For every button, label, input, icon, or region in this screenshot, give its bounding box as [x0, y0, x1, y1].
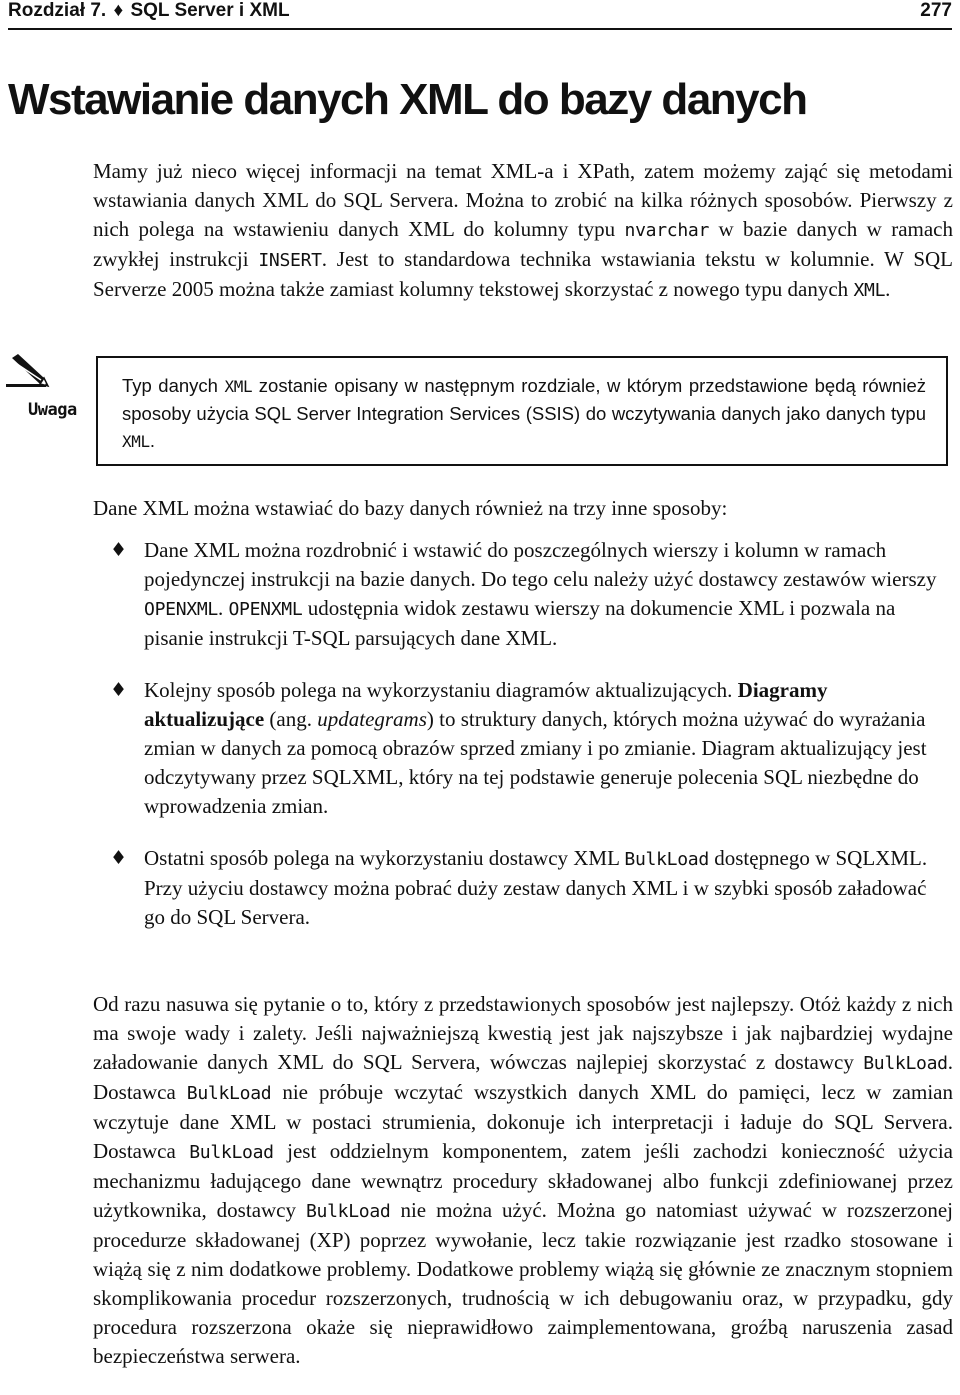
code-term: XML: [122, 432, 150, 451]
code-term: nvarchar: [624, 220, 710, 241]
diamond-separator-icon: ♦: [113, 0, 124, 21]
text-run: ) to struktury danych, których można używać do wyrażania zmian w danych za pomocą obrazów sprzed zmiany i po zmianie. Diagram aktualizujący jest odczytywany przez SQLXML, który na tej podstawie generuje polecenia SQL niezbędne do wprowadzenia zmian.: [144, 707, 927, 818]
code-term: XML: [853, 280, 886, 301]
list-item: [110, 536, 940, 653]
code-term: BulkLoad: [189, 1142, 274, 1163]
text-run: Mamy już nieco więcej informacji na temat XML-a i XPath, zatem możemy zająć się metodami wstawiania danych XML do SQL Servera. Można to zrobić na kilka różnych sposobów. Pierwszy z nich polega na wstawieniu danych XML do kolumny typu: [93, 159, 953, 241]
code-term: BulkLoad: [305, 1201, 391, 1222]
text-run: . Dostawca: [93, 1050, 953, 1104]
list-item: [110, 676, 940, 821]
italic-term: updategrams: [317, 707, 427, 731]
text-run: .: [149, 430, 155, 451]
bold-term: Diagramy aktualizujące: [144, 678, 828, 731]
text-run: nie można użyć. Można go natomiast używać w rozszerzonej procedurze składowanej (XP) poprzez wywołanie, lecz takie rozwiązanie jest rzadko stosowane i wiążą się z nim dodatkowe problemy. Dodatkowe problemy wiążą się głównie ze znacznym stopniem skomplikowania procedur rozszerzonych, trudnością w ich debugowaniu oraz, w przypadku, gdy procedura rozszerzona okaże się nieprawidłowo zaimplementowana, groźbą naruszenia zasad bezpieczeństwa serwera.: [93, 1198, 953, 1368]
page-number: 277: [920, 0, 952, 21]
code-term: INSERT: [258, 250, 322, 271]
bullet-diamond-icon: ♦: [110, 847, 128, 869]
text-run: dostępnego w SQLXML. Przy użyciu dostawcy można pobrać duży zestaw danych XML i w szybki sposób załadować go do SQL Servera.: [144, 846, 928, 929]
conclusion-paragraph: [93, 990, 953, 1371]
text-run: .: [885, 277, 891, 301]
text-run: Typ danych: [122, 375, 225, 396]
text-run: .: [217, 596, 229, 620]
methods-intro-paragraph: Dane XML można wstawiać do bazy danych również na trzy inne sposoby:: [93, 496, 728, 520]
code-term: XML: [224, 377, 253, 396]
text-run: udostępnia widok zestawu wierszy na dokumencie XML i pozwala na pisanie instrukcji T-SQL parsujących dane XML.: [144, 596, 896, 650]
text-run: w bazie danych w ramach zwykłej instrukcji: [93, 217, 954, 271]
intro-paragraph: [93, 157, 953, 305]
text-run: nie próbuje wczytać wszystkich danych XML do pamięci, lecz w zamian wczytuje dane XML w postaci strumienia, dokonuje ich interpretacji i ładuje do SQL Servera. Dostawca: [93, 1080, 953, 1163]
code-term: OPENXML: [144, 599, 218, 620]
list-item: [110, 844, 940, 932]
note-label: Uwaga: [28, 400, 77, 420]
code-term: BulkLoad: [863, 1053, 948, 1074]
bullet-diamond-icon: ♦: [110, 539, 128, 561]
text-run: Ostatni sposób polega na wykorzystaniu dostawcy XML: [144, 846, 625, 870]
text-run: Od razu nasuwa się pytanie o to, który z przedstawionych sposobów jest najlepszy. Otóż każdy z nich ma swoje wady i zalety. Jeśli najważniejszą kwestią jest jak najszybsze i jak najbardziej wydajne załadowanie danych XML do SQL Servera, wówczas najlepiej skorzystać z dostawcy: [93, 992, 953, 1074]
section-heading: Wstawianie danych XML do bazy danych: [8, 75, 807, 124]
section-label: SQL Server i XML: [130, 0, 290, 21]
text-run: jest oddzielnym komponentem, zatem jeśli zachodzi konieczność użycia mechanizmu ładującego dane wewnątrz procedury składowanej albo funkcji zdefiniowanej przez użytkownika, dostawcy: [93, 1139, 953, 1222]
text-run: Kolejny sposób polega na wykorzystaniu diagramów aktualizujących.: [144, 678, 738, 702]
text-run: . Jest to standardowa technika wstawiania tekstu w kolumnie. W SQL Serverze 2005 można także zamiast kolumny tekstowej skorzystać z nowego typu danych: [93, 247, 953, 301]
text-run: zostanie opisany w następnym rozdziale, w którym przedstawione będą również sposoby użycia SQL Server Integration Services (SSIS) do wczytywania danych jako danych typu: [122, 375, 926, 424]
chapter-label: Rozdział 7.: [8, 0, 107, 21]
text-run: (ang.: [264, 707, 318, 731]
code-term: OPENXML: [228, 599, 303, 620]
methods-list: [110, 536, 940, 932]
note-text: [122, 372, 926, 455]
pencil-icon: [4, 354, 54, 398]
header-chapter-title: [8, 0, 290, 22]
code-term: BulkLoad: [624, 849, 709, 870]
code-term: BulkLoad: [186, 1083, 272, 1104]
text-run: Dane XML można rozdrobnić i wstawić do poszczególnych wierszy i kolumn w ramach pojedynczej instrukcji na bazie danych. Do tego celu należy użyć dostawcy zestawów wierszy: [144, 538, 937, 591]
running-header: [8, 0, 952, 30]
bullet-diamond-icon: ♦: [110, 679, 128, 701]
